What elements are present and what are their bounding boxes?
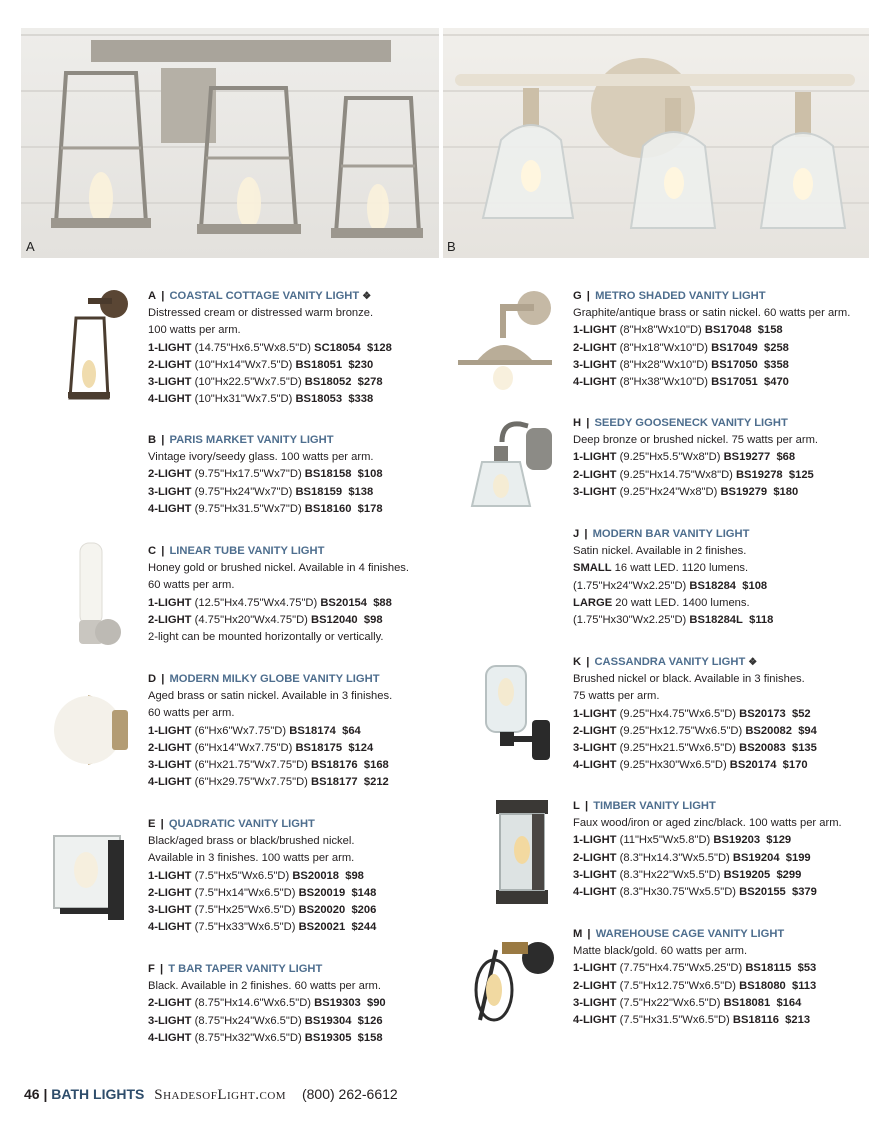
size-row: 1-LIGHT (9.25"Hx5.5"Wx8"D) BS19277 $68: [573, 451, 796, 464]
size-row: 1-LIGHT (9.25"Hx4.75"Wx6.5"D) BS20173 $52: [573, 707, 811, 720]
page-footer: [24, 1086, 398, 1104]
product-l: [573, 798, 842, 901]
hero-label-b: B: [447, 239, 456, 254]
size-row: 1-LIGHT (8"Hx8"Wx10"D) BS17048 $158: [573, 324, 783, 337]
product-desc: Satin nickel. Available in 2 finishes.: [573, 545, 747, 558]
size-row: SMALL 16 watt LED. 1120 lumens.: [573, 562, 749, 575]
size-row: 2-LIGHT (7.5"Hx12.75"Wx6.5"D) BS18080 $113: [573, 979, 817, 992]
size-row: 2-LIGHT (10"Hx14"Wx7.5"D) BS18051 $230: [148, 358, 374, 371]
product-title: H | SEEDY GOOSENECK VANITY LIGHT: [573, 417, 788, 429]
size-row: 2-LIGHT (9.25"Hx12.75"Wx6.5"D) BS20082 $94: [573, 724, 817, 737]
product-desc: 60 watts per arm.: [148, 707, 235, 720]
thumb-m-warehouse-cage: [466, 928, 558, 1028]
size-row: 3-LIGHT (7.5"Hx22"Wx6.5"D) BS18081 $164: [573, 996, 802, 1009]
size-row: 2-LIGHT (4.75"Hx20"Wx4.75"D) BS12040 $98: [148, 613, 383, 626]
product-letter: A: [148, 290, 157, 302]
size-row: 3-LIGHT (7.5"Hx25"Wx6.5"D) BS20020 $206: [148, 904, 377, 917]
size-row: 2-LIGHT (8"Hx18"Wx10"D) BS17049 $258: [573, 341, 789, 354]
hero-photo-b: [443, 28, 869, 258]
product-k: [573, 654, 817, 774]
size-row: 3-LIGHT (9.75"Hx24"Wx7"D) BS18159 $138: [148, 485, 374, 498]
thumb-a-coastal-cottage: [62, 288, 134, 403]
product-desc: Matte black/gold. 60 watts per arm.: [573, 945, 748, 958]
size-row: 4-LIGHT (8.75"Hx32"Wx6.5"D) BS19305 $158: [148, 1031, 383, 1044]
product-f: [148, 961, 386, 1047]
product-title: J | MODERN BAR VANITY LIGHT: [573, 528, 750, 540]
size-row: 3-LIGHT (10"Hx22.5"Wx7.5"D) BS18052 $278: [148, 376, 383, 389]
size-row: 4-LIGHT (8.3"Hx30.75"Wx5.5"D) BS20155 $379: [573, 886, 817, 899]
size-row: 2-LIGHT (8.3"Hx14.3"Wx5.5"D) BS19204 $199: [573, 851, 811, 864]
diamond-icon: ❖: [362, 291, 372, 302]
product-name: COASTAL COTTAGE VANITY LIGHT: [169, 290, 360, 302]
product-desc: 60 watts per arm.: [148, 579, 235, 592]
size-row: 4-LIGHT (9.25"Hx30"Wx6.5"D) BS20174 $170: [573, 759, 808, 772]
size-row: 3-LIGHT (9.25"Hx24"Wx8"D) BS19279 $180: [573, 485, 799, 498]
size-row: 4-LIGHT (7.5"Hx33"Wx6.5"D) BS20021 $244: [148, 921, 377, 934]
thumb-d-milky-globe: [48, 690, 134, 770]
product-desc: Black/aged brass or black/brushed nickel.: [148, 835, 355, 848]
size-row: 2-LIGHT (8.75"Hx14.6"Wx6.5"D) BS19303 $90: [148, 997, 386, 1010]
product-a: [148, 288, 392, 408]
size-row: (1.75"Hx30"Wx2.25"D) BS18284L $118: [573, 614, 774, 627]
page-number: 46: [24, 1086, 40, 1102]
size-row: 1-LIGHT (14.75"Hx6.5"Wx8.5"D) SC18054 $128: [148, 341, 392, 354]
size-row: 1-LIGHT (12.5"Hx4.75"Wx4.75"D) BS20154 $88: [148, 596, 392, 609]
product-note: 2-light can be mounted horizontally or vertically.: [148, 631, 384, 644]
size-row: 3-LIGHT (6"Hx21.75"Wx7.75"D) BS18176 $168: [148, 759, 389, 772]
product-h: [573, 415, 818, 501]
thumb-k-cassandra: [480, 660, 555, 765]
product-b: [148, 432, 383, 518]
size-row: 3-LIGHT (9.25"Hx21.5"Wx6.5"D) BS20083 $135: [573, 742, 817, 755]
size-row: 3-LIGHT (8.75"Hx24"Wx6.5"D) BS19304 $126: [148, 1014, 383, 1027]
section-title: BATH LIGHTS: [51, 1086, 145, 1102]
product-desc: Honey gold or brushed nickel. Available in 4 finishes.: [148, 562, 409, 575]
product-desc: Graphite/antique brass or satin nickel. 60 watts per arm.: [573, 307, 851, 320]
thumb-c-linear-tube: [68, 540, 126, 652]
product-title: M | WAREHOUSE CAGE VANITY LIGHT: [573, 928, 785, 940]
product-desc: Aged brass or satin nickel. Available in 3 finishes.: [148, 690, 393, 703]
diamond-icon: ❖: [748, 657, 758, 668]
size-row: 1-LIGHT (7.5"Hx5"Wx6.5"D) BS20018 $98: [148, 869, 364, 882]
product-desc: Distressed cream or distressed warm bronze.: [148, 307, 374, 320]
size-row: 4-LIGHT (8"Hx38"Wx10"D) BS17051 $470: [573, 376, 789, 389]
thumb-h-seedy-gooseneck: [468, 412, 558, 510]
product-m: [573, 926, 816, 1029]
size-row: LARGE 20 watt LED. 1400 lumens.: [573, 596, 750, 609]
product-title: D | MODERN MILKY GLOBE VANITY LIGHT: [148, 673, 380, 685]
footer-separator: |: [43, 1086, 48, 1102]
product-desc: Brushed nickel or black. Available in 3 finishes.: [573, 673, 805, 686]
size-row: 4-LIGHT (10"Hx31"Wx7.5"D) BS18053 $338: [148, 393, 374, 406]
size-row: 2-LIGHT (6"Hx14"Wx7.75"D) BS18175 $124: [148, 741, 374, 754]
product-desc: Faux wood/iron or aged zinc/black. 100 watts per arm.: [573, 817, 842, 830]
paris-market-photo: [443, 28, 869, 258]
size-row: 2-LIGHT (9.25"Hx14.75"Wx8"D) BS19278 $125: [573, 468, 814, 481]
site-link[interactable]: ShadesofLight.com: [154, 1087, 287, 1103]
thumb-g-metro-shaded: [456, 288, 556, 390]
size-row: 1-LIGHT (7.75"Hx4.75"Wx5.25"D) BS18115 $53: [573, 962, 817, 975]
product-title: L | TIMBER VANITY LIGHT: [573, 800, 716, 812]
thumb-e-quadratic: [48, 830, 132, 925]
phone-number: (800) 262-6612: [301, 1086, 398, 1102]
product-title: B | PARIS MARKET VANITY LIGHT: [148, 434, 334, 446]
product-desc: Deep bronze or brushed nickel. 75 watts per arm.: [573, 434, 819, 447]
product-d: [148, 671, 392, 791]
size-row: 3-LIGHT (8"Hx28"Wx10"D) BS17050 $358: [573, 358, 789, 371]
product-desc: 100 watts per arm.: [148, 324, 241, 337]
product-title: C | LINEAR TUBE VANITY LIGHT: [148, 545, 325, 557]
product-title: F | T BAR TAPER VANITY LIGHT: [148, 963, 323, 975]
product-desc: 75 watts per arm.: [573, 690, 660, 703]
product-desc: Black. Available in 2 finishes. 60 watts per arm.: [148, 980, 381, 993]
size-row: 4-LIGHT (6"Hx29.75"Wx7.75"D) BS18177 $212: [148, 776, 389, 789]
hero-photo-a: [21, 28, 439, 258]
size-row: 2-LIGHT (7.5"Hx14"Wx6.5"D) BS20019 $148: [148, 886, 377, 899]
product-desc: Vintage ivory/seedy glass. 100 watts per arm.: [148, 451, 374, 464]
hero-label-a: A: [26, 239, 35, 254]
size-row: 1-LIGHT (11"Hx5"Wx5.8"D) BS19203 $129: [573, 834, 792, 847]
product-g: [573, 288, 850, 391]
product-title: G | METRO SHADED VANITY LIGHT: [573, 290, 766, 302]
size-row: 2-LIGHT (9.75"Hx17.5"Wx7"D) BS18158 $108: [148, 468, 383, 481]
coastal-cottage-photo: [21, 28, 439, 258]
size-row: 3-LIGHT (8.3"Hx22"Wx5.5"D) BS19205 $299: [573, 868, 802, 881]
product-e: [148, 816, 376, 936]
size-row: 4-LIGHT (7.5"Hx31.5"Wx6.5"D) BS18116 $213: [573, 1014, 811, 1027]
product-title: K | CASSANDRA VANITY LIGHT ❖: [573, 656, 758, 668]
size-row: (1.75"Hx24"Wx2.25"D) BS18284 $108: [573, 579, 768, 592]
size-row: 4-LIGHT (9.75"Hx31.5"Wx7"D) BS18160 $178: [148, 502, 383, 515]
product-title: E | QUADRATIC VANITY LIGHT: [148, 818, 315, 830]
product-desc: Available in 3 finishes. 100 watts per arm.: [148, 852, 355, 865]
product-title: A | COASTAL COTTAGE VANITY LIGHT ❖: [148, 290, 372, 302]
product-c: [148, 543, 409, 646]
size-row: 1-LIGHT (6"Hx6"Wx7.75"D) BS18174 $64: [148, 724, 361, 737]
thumb-l-timber: [492, 798, 552, 906]
product-j: [573, 526, 773, 629]
